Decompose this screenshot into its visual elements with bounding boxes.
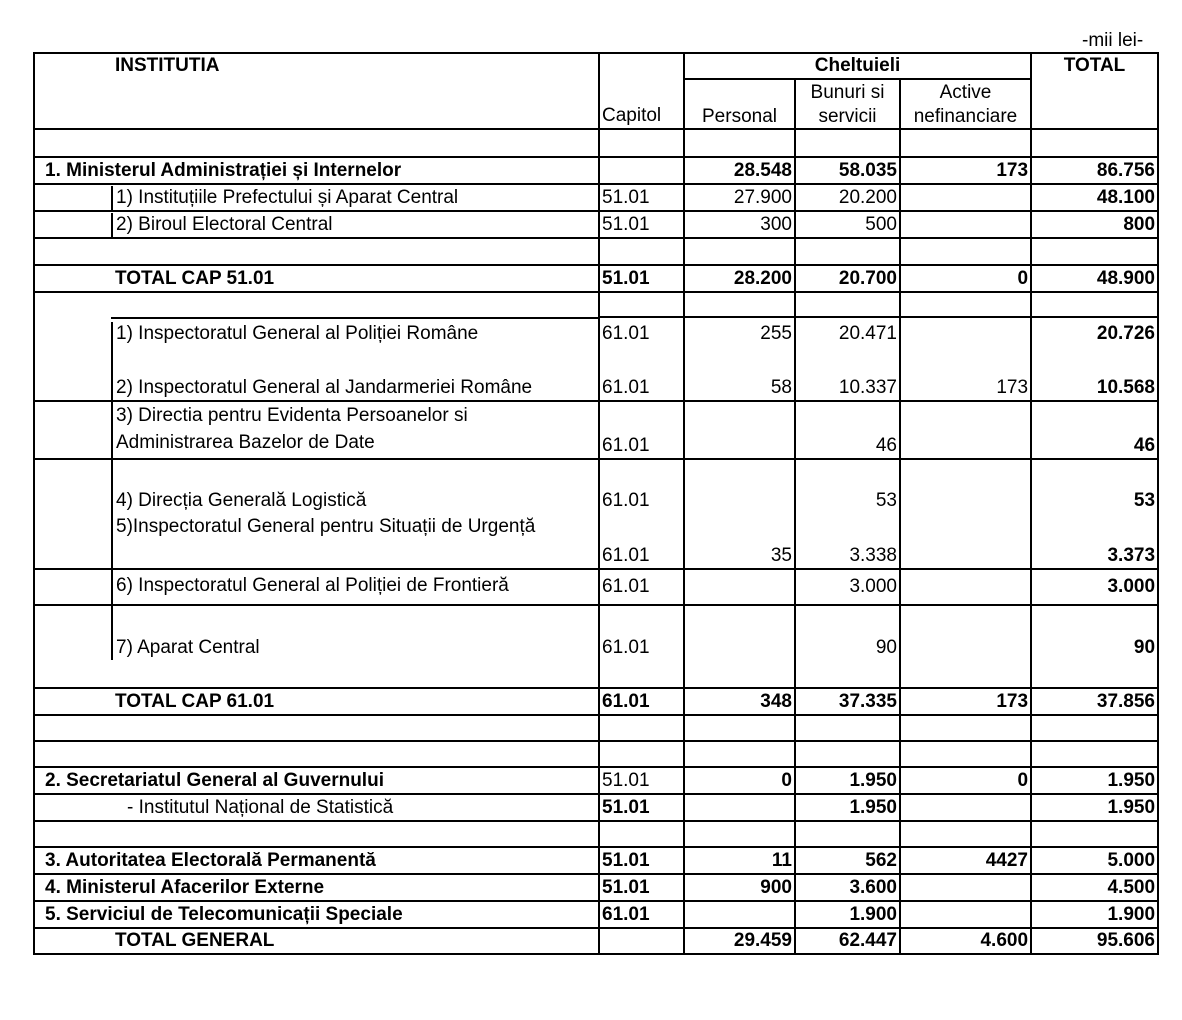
table-row [34, 211, 1158, 238]
header-personal: Personal [684, 79, 795, 129]
row-personal: 28.548 [684, 157, 795, 184]
table-row [34, 319, 1158, 346]
row-chapter: 61.01 [599, 319, 684, 346]
table-row [34, 874, 1158, 901]
row-total: 3.373 [1031, 513, 1158, 569]
table-row [34, 605, 1158, 660]
row-name: TOTAL GENERAL [34, 928, 599, 954]
table-row [34, 794, 1158, 821]
row-chapter: 61.01 [599, 346, 684, 401]
row-total: 4.500 [1031, 874, 1158, 901]
row-chapter: 61.01 [599, 513, 684, 569]
row-name: 2) Inspectoratul General al Jandarmeriei Române [111, 346, 598, 400]
row-goods: 53 [795, 459, 900, 513]
row-goods: 58.035 [795, 157, 900, 184]
row-goods: 20.471 [795, 319, 900, 346]
row-total: 46 [1031, 401, 1158, 459]
row-assets [900, 901, 1031, 928]
row-chapter: 61.01 [599, 459, 684, 513]
row-total: 800 [1031, 211, 1158, 238]
row-chapter [599, 928, 684, 954]
row-total: 90 [1031, 605, 1158, 660]
row-goods: 62.447 [795, 928, 900, 954]
row-chapter: 51.01 [599, 265, 684, 292]
row-goods: 20.200 [795, 184, 900, 211]
row-goods: 1.900 [795, 901, 900, 928]
row-assets [900, 569, 1031, 605]
row-goods: 3.600 [795, 874, 900, 901]
row-total: 20.726 [1031, 319, 1158, 346]
row-name: 2. Secretariatul General al Guvernului [34, 767, 599, 794]
row-name: 4) Direcția Generală Logistică [111, 460, 598, 513]
row-personal [684, 901, 795, 928]
row-name: 3. Autoritatea Electorală Permanentă [34, 847, 599, 874]
row-total: 1.950 [1031, 794, 1158, 821]
row-name: 1) Instituțiile Prefectului și Aparat Central [111, 186, 598, 210]
table-row [34, 901, 1158, 928]
row-assets [900, 874, 1031, 901]
budget-table [33, 52, 1159, 955]
row-goods: 20.700 [795, 265, 900, 292]
table-row [34, 847, 1158, 874]
row-goods: 3.338 [795, 513, 900, 569]
row-personal: 35 [684, 513, 795, 569]
row-personal: 28.200 [684, 265, 795, 292]
row-personal: 300 [684, 211, 795, 238]
row-goods: 1.950 [795, 767, 900, 794]
table-row [34, 346, 1158, 401]
spacer-row [34, 660, 1158, 688]
header-expenses: Cheltuieli [684, 53, 1031, 79]
row-total: 53 [1031, 459, 1158, 513]
row-assets [900, 513, 1031, 569]
spacer-row [34, 715, 1158, 741]
row-chapter: 51.01 [599, 794, 684, 821]
row-total: 1.900 [1031, 901, 1158, 928]
row-chapter: 61.01 [599, 901, 684, 928]
row-assets: 173 [900, 688, 1031, 715]
row-personal: 0 [684, 767, 795, 794]
row-personal [684, 794, 795, 821]
header-goods-services: Bunuri si servicii [795, 79, 900, 129]
row-name: 5)Inspectoratul General pentru Situații de Urgență [111, 513, 536, 568]
table-row [34, 928, 1158, 954]
row-chapter: 51.01 [599, 847, 684, 874]
row-assets: 0 [900, 265, 1031, 292]
row-assets: 173 [900, 346, 1031, 401]
row-chapter: 51.01 [599, 211, 684, 238]
row-name: - Institutul Național de Statistică [34, 794, 599, 821]
row-name: 1) Inspectoratul General al Poliției Române [111, 322, 598, 346]
unit-label: -mii lei- [1082, 30, 1144, 51]
row-name: 4. Ministerul Afacerilor Externe [34, 874, 599, 901]
header-non-financial-assets: Active nefinanciare [913, 82, 1018, 127]
row-assets [900, 401, 1031, 459]
header-institution: INSTITUTIA [34, 53, 599, 129]
spacer-row [34, 821, 1158, 847]
row-goods: 500 [795, 211, 900, 238]
row-total: 10.568 [1031, 346, 1158, 401]
row-personal: 255 [684, 319, 795, 346]
row-personal: 11 [684, 847, 795, 874]
row-chapter: 61.01 [599, 605, 684, 660]
table-row [34, 401, 1158, 459]
row-total: 5.000 [1031, 847, 1158, 874]
row-personal: 348 [684, 688, 795, 715]
row-goods: 3.000 [795, 569, 900, 605]
row-name: 2) Biroul Electoral Central [111, 213, 598, 237]
row-chapter: 51.01 [599, 184, 684, 211]
row-assets: 4427 [900, 847, 1031, 874]
table-row [34, 459, 1158, 513]
row-total: 95.606 [1031, 928, 1158, 954]
row-assets [900, 605, 1031, 660]
row-personal: 58 [684, 346, 795, 401]
row-assets: 0 [900, 767, 1031, 794]
row-total: 1.950 [1031, 767, 1158, 794]
row-name: 5. Serviciul de Telecomunicații Speciale [34, 901, 599, 928]
spacer-row [34, 238, 1158, 265]
row-total: 48.900 [1031, 265, 1158, 292]
row-goods: 10.337 [795, 346, 900, 401]
row-chapter: 51.01 [599, 874, 684, 901]
header-total: TOTAL [1031, 53, 1158, 129]
row-total: 3.000 [1031, 569, 1158, 605]
row-name: 6) Inspectoratul General al Poliției de Frontieră [111, 570, 598, 604]
row-chapter: 61.01 [599, 401, 684, 459]
row-total: 86.756 [1031, 157, 1158, 184]
row-personal [684, 569, 795, 605]
row-chapter: 51.01 [599, 767, 684, 794]
table-row [34, 265, 1158, 292]
table-row [34, 688, 1158, 715]
row-name: 1. Ministerul Administrației și Internelor [34, 157, 599, 184]
row-assets: 173 [900, 157, 1031, 184]
table-row [34, 569, 1158, 605]
row-assets [900, 184, 1031, 211]
row-personal [684, 459, 795, 513]
row-total: 37.856 [1031, 688, 1158, 715]
row-personal [684, 605, 795, 660]
table-row [34, 767, 1158, 794]
row-goods: 46 [795, 401, 900, 459]
row-name: TOTAL CAP 61.01 [34, 688, 599, 715]
row-chapter: 61.01 [599, 688, 684, 715]
row-name: 7) Aparat Central [111, 606, 598, 660]
row-goods: 1.950 [795, 794, 900, 821]
row-name: TOTAL CAP 51.01 [34, 265, 599, 292]
row-personal: 900 [684, 874, 795, 901]
row-chapter [599, 157, 684, 184]
table-row [34, 184, 1158, 211]
table-row [34, 513, 1158, 569]
row-assets [900, 211, 1031, 238]
header-row-1 [34, 53, 1158, 79]
row-assets [900, 794, 1031, 821]
table-row [34, 157, 1158, 184]
row-goods: 90 [795, 605, 900, 660]
spacer-row [34, 292, 1158, 317]
row-name: 3) Directia pentru Evidenta Persoanelor si Administrarea Bazelor de Date [111, 402, 586, 458]
header-chapter: Capitol [599, 53, 684, 129]
row-assets: 4.600 [900, 928, 1031, 954]
row-total: 48.100 [1031, 184, 1158, 211]
row-assets [900, 319, 1031, 346]
row-personal [684, 401, 795, 459]
row-chapter: 61.01 [599, 569, 684, 605]
row-personal: 29.459 [684, 928, 795, 954]
spacer-row [34, 129, 1158, 157]
row-goods: 562 [795, 847, 900, 874]
spacer-row [34, 741, 1158, 767]
row-assets [900, 459, 1031, 513]
row-personal: 27.900 [684, 184, 795, 211]
row-goods: 37.335 [795, 688, 900, 715]
